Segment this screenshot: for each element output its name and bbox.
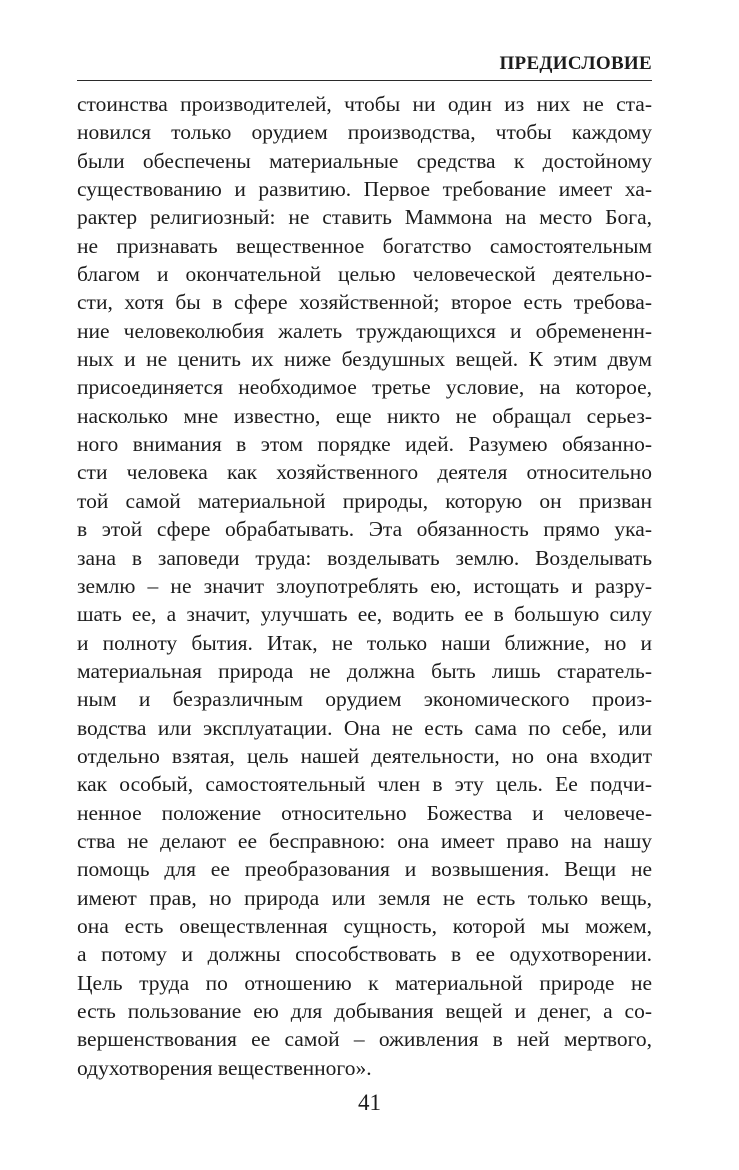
- running-head-title: ПРЕДИСЛОВИЕ: [499, 53, 652, 74]
- text-line: были обеспечены материальные средства к достойному: [77, 148, 652, 173]
- text-line: той самой материальной природы, которую он призван: [77, 488, 652, 513]
- text-line: новился только орудием производства, чтобы каждому: [77, 120, 652, 145]
- text-line: рактер религиозный: не ставить Маммона на место Бога,: [77, 205, 652, 230]
- text-line: имеют прав, но природа или земля не есть только вещь,: [77, 885, 652, 910]
- text-line: материальная природа не должна быть лишь старатель-: [77, 658, 652, 683]
- text-line: и полноту бытия. Итак, не только наши ближние, но и: [77, 630, 652, 655]
- text-line: в этой сфере обрабатывать. Эта обязанность прямо ука-: [77, 517, 652, 542]
- text-line: благом и окончательной целью человеческой деятельно-: [77, 262, 652, 287]
- text-line: сти, хотя бы в сфере хозяйственной; второе есть требова-: [77, 290, 652, 315]
- text-line: ства не делают ее бесправною: она имеет право на нашу: [77, 828, 652, 853]
- page-number: 41: [358, 1090, 381, 1115]
- text-line: отдельно взятая, цель нашей деятельности, но она входит: [77, 743, 652, 768]
- text-line: ного внимания в этом порядке идей. Разумею обязанно-: [77, 432, 652, 457]
- text-line: ние человеколюбия жалеть труждающихся и обремененн-: [77, 318, 652, 343]
- body-text: [77, 90, 652, 1082]
- text-line: существованию и развитию. Первое требование имеет ха-: [77, 177, 652, 202]
- text-line: а потому и должны способствовать в ее одухотворении.: [77, 942, 652, 967]
- text-line: ненное положение относительно Божества и человече-: [77, 800, 652, 825]
- text-line: Цель труда по отношению к материальной природе не: [77, 970, 652, 995]
- text-line: вершенствования ее самой – оживления в ней мертвого,: [77, 1027, 652, 1052]
- text-line: не признавать вещественное богатство самостоятельным: [77, 233, 652, 258]
- text-line: помощь для ее преобразования и возвышения. Вещи не: [77, 857, 652, 882]
- text-line: присоединяется необходимое третье условие, на которое,: [77, 375, 652, 400]
- text-line: стоинства производителей, чтобы ни один из них не ста-: [77, 92, 652, 116]
- text-line: она есть овеществленная сущность, которой мы можем,: [77, 913, 652, 938]
- text-line: ным и безразличным орудием экономического произ-: [77, 687, 652, 712]
- text-line: насколько мне известно, еще никто не обращал серьез-: [77, 403, 652, 428]
- running-head: [77, 50, 652, 81]
- text-line: ных и не ценить их ниже бездушных вещей. К этим двум: [77, 347, 652, 372]
- text-line: сти человека как хозяйственного деятеля относительно: [77, 460, 652, 485]
- text-line: землю – не значит злоупотреблять ею, истощать и разру-: [77, 573, 652, 598]
- text-line: зана в заповеди труда: возделывать землю. Возделывать: [77, 545, 652, 570]
- text-line: есть пользование ею для добывания вещей и денег, а со-: [77, 999, 652, 1023]
- text-line: одухотворения вещественного».: [77, 1055, 372, 1080]
- text-line: шать ее, а значит, улучшать ее, водить ее в большую силу: [77, 602, 652, 627]
- text-line: как особый, самостоятельный член в эту цель. Ее подчи-: [77, 772, 652, 797]
- text-line: водства или эксплуатации. Она не есть сама по себе, или: [77, 715, 652, 740]
